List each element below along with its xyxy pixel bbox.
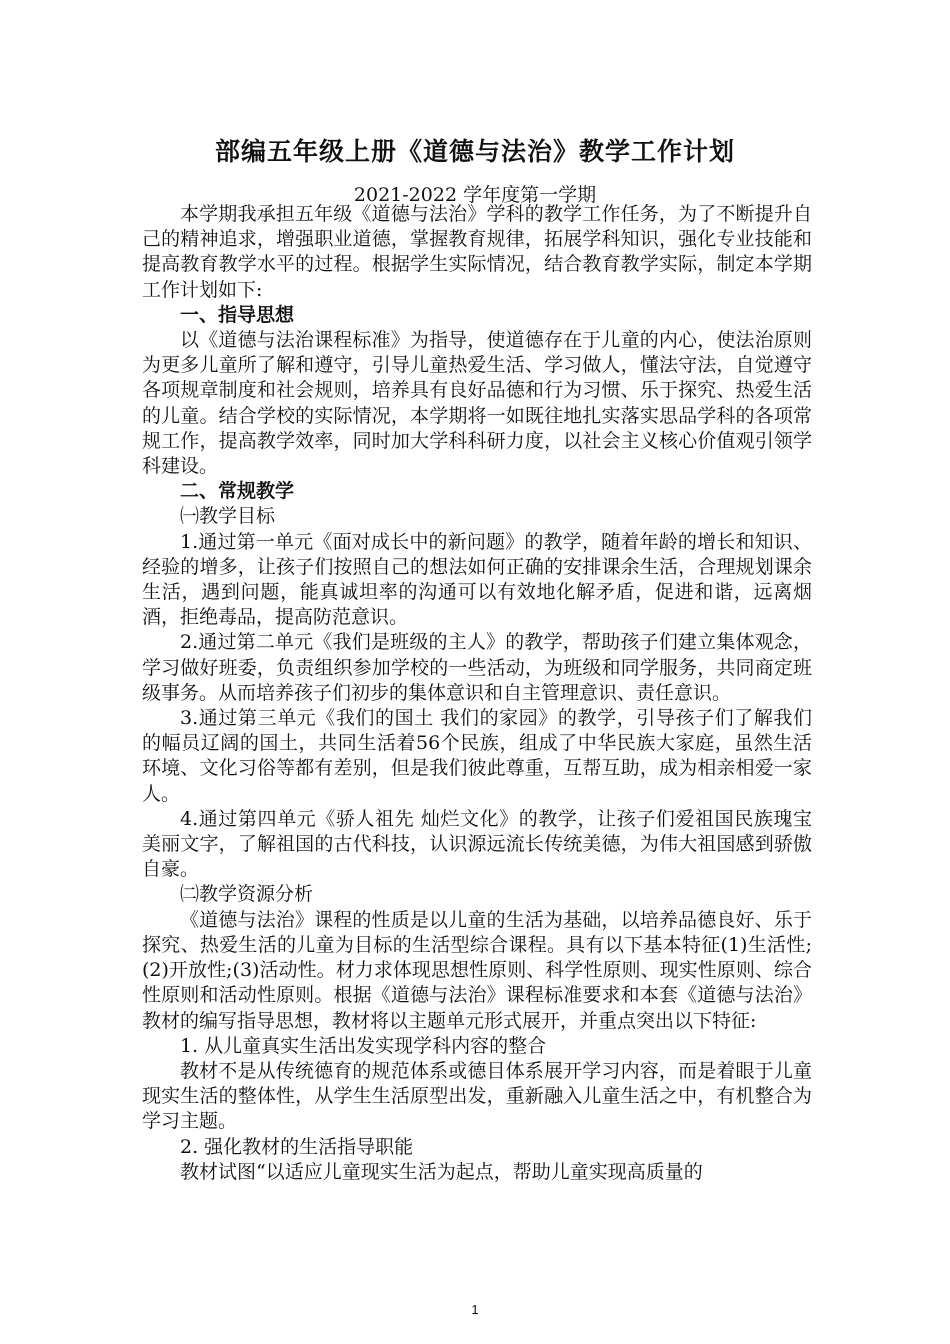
paragraph: 2. 强化教材的生活指导职能: [180, 1135, 414, 1158]
paragraph: 本学期我承担五年级《道德与法治》学科的教学工作任务，为了不断提升自己的精神追求，增强职业道德，掌握教育规律，拓展学科知识，强化专业技能和提高教育教学水平的过程。根据学生实际情况，结合教育教学实际，制定本学期工作计划如下:: [142, 203, 812, 301]
page-number: 1: [471, 1302, 479, 1317]
section-heading: 二、常规教学: [180, 480, 295, 503]
paragraph: 教材试图“以适应儿童现实生活为起点，帮助儿童实现高质量的: [180, 1160, 703, 1183]
document-title: 部编五年级上册《道德与法治》教学工作计划: [214, 137, 735, 166]
paragraph: 以《道德与法治课程标准》为指导，使道德存在于儿童的内心，使法治原则为更多儿童所了解和遵守，引导儿童热爱生活、学习做人，懂法守法，自觉遵守各项规章制度和社会规则，培养具有良好品德和行为习惯、乐于探究、热爱生活的儿童。结合学校的实际情况，本学期将一如既往地扎实落实思品学科的各项常规工作，提高教学效率，同时加大学科科研力度，以社会主义核心价值观引领学科建设。: [142, 329, 812, 478]
paragraph: 教材不是从传统德育的规范体系或德目体系展开学习内容，而是着眼于儿童现实生活的整体性，从学生生活原型出发，重新融入儿童生活之中，有机整合为学习主题。: [142, 1059, 812, 1133]
paragraph: 《道德与法治》课程的性质是以儿童的生活为基础，以培养品德良好、乐于探究、热爱生活的儿童为目标的生活型综合课程。具有以下基本特征(1)生活性;(2)开放性;(3)活动性。材力求体现思想性原则、科学性原则、现实性原则、综合性原则和活动性原则。根据《道德与法治》课程标准要求和本套《道德与法治》教材的编写指导思想，教材将以主题单元形式展开，并重点突出以下特征:: [142, 908, 812, 1032]
paragraph: 1.通过第一单元《面对成长中的新问题》的教学，随着年龄的增长和知识、经验的增多，让孩子们按照自己的想法如何正确的安排课余生活，合理规划课余生活，遇到问题，能真诚坦率的沟通可以有效地化解矛盾，促进和谐，远离烟酒，拒绝毒品，提高防范意识。: [142, 530, 812, 629]
paragraph: ㈡教学资源分析: [180, 883, 314, 906]
document-body: [142, 202, 812, 1185]
paragraph: 2.通过第二单元《我们是班级的主人》的教学，帮助孩子们建立集体观念，学习做好班委，负责组织参加学校的一些活动，为班级和同学服务，共同商定班级事务。从而培养孩子们初步的集体意识和自主管理意识、责任意识。: [142, 631, 812, 704]
paragraph: ㈠教学目标: [180, 505, 276, 528]
document-subtitle: 2021-2022 学年度第一学期: [353, 184, 597, 206]
paragraph: 4.通过第四单元《骄人祖先 灿烂文化》的教学，让孩子们爱祖国民族瑰宝美丽文字，了解祖国的古代科技，认识源远流长传统美德，为伟大祖国感到骄傲自豪。: [142, 807, 812, 881]
section-heading: 一、指导思想: [180, 303, 295, 326]
paragraph: 3.通过第三单元《我们的国土 我们的家园》的教学，引导孩子们了解我们的幅员辽阔的国土，共同生活着56个民族，组成了中华民族大家庭，虽然生活环境、文化习俗等都有差别，但是我们彼此尊重，互帮互助，成为相亲相爱一家人。: [142, 707, 812, 805]
paragraph: 1. 从儿童真实生活出发实现学科内容的整合: [180, 1034, 547, 1057]
